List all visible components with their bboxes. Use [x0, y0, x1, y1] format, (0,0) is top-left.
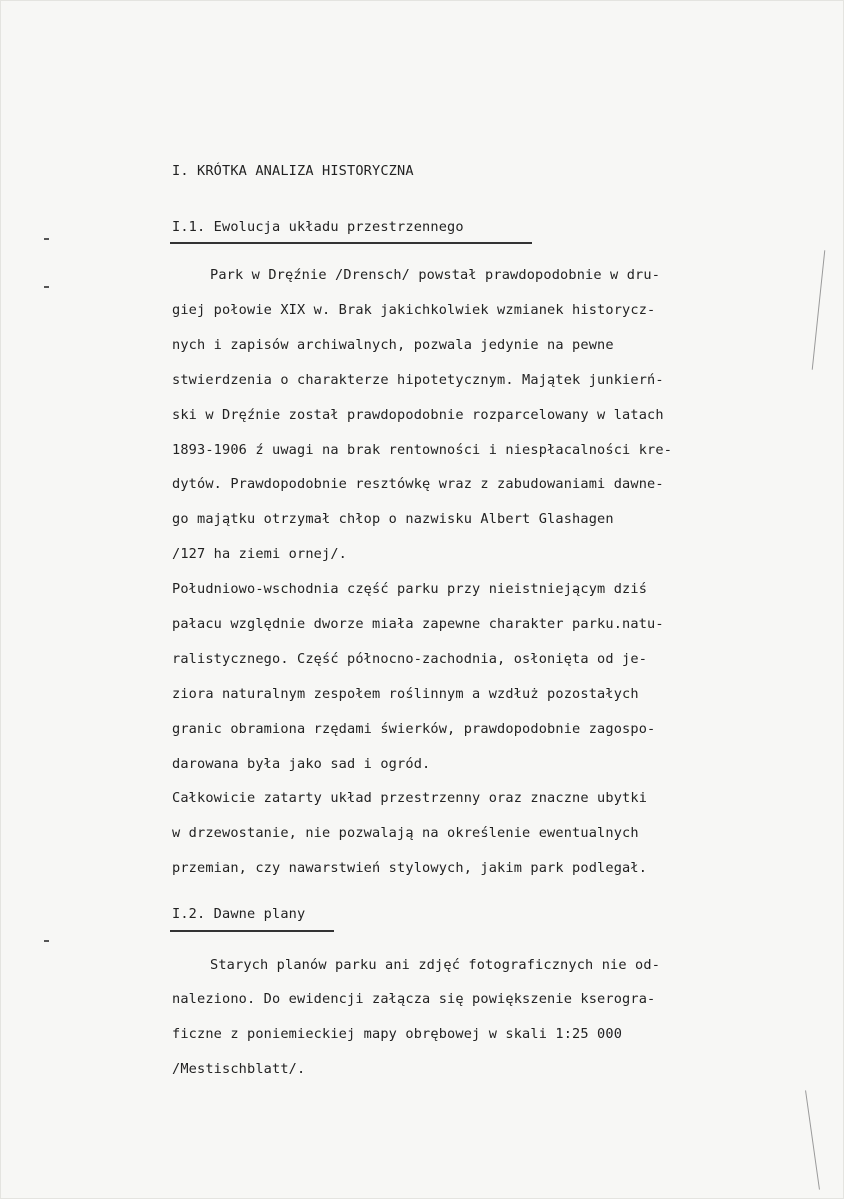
- text-line: /Mestischblatt/.: [172, 1061, 306, 1077]
- text-line: nych i zapisów archiwalnych, pozwala jedynie na pewne: [172, 337, 614, 353]
- text-line: 1893-1906 ź uwagi na brak rentowności i niespłacalności kre-: [172, 442, 673, 458]
- text-line: przemian, czy nawarstwień stylowych, jakim park podlegał.: [172, 860, 648, 876]
- section-title: I.2. Dawne plany: [172, 906, 306, 922]
- text-line: pałacu względnie dworze miała zapewne charakter parku.natu-: [172, 616, 664, 632]
- section-title: I.1. Ewolucja układu przestrzennego: [172, 219, 464, 235]
- text-line: w drzewostanie, nie pozwalają na określenie ewentualnych: [172, 825, 639, 841]
- margin-mark: [44, 238, 49, 240]
- text-line: stwierdzenia o charakterze hipotetycznym. Majątek junkierń-: [172, 372, 664, 388]
- paper-edge-line: [812, 250, 826, 369]
- text-line: ficzne z poniemieckiej mapy obrębowej w skali 1:25 000: [172, 1026, 623, 1042]
- text-line: granic obramiona rzędami świerków, prawdopodobnie zagospo-: [172, 721, 656, 737]
- chapter-heading: I. KRÓTKA ANALIZA HISTORYCZNA: [172, 163, 414, 179]
- paper-edge-line: [805, 1090, 820, 1189]
- text-line: darowana była jako sad i ogród.: [172, 756, 431, 772]
- text-line: ralistycznego. Część północno-zachodnia, osłonięta od je-: [172, 651, 648, 667]
- section-title-underline: [170, 930, 334, 932]
- text-line: ziora naturalnym zespołem roślinnym a wzdłuż pozostałych: [172, 686, 639, 702]
- text-line: ski w Dręźnie został prawdopodobnie rozparcelowany w latach: [172, 407, 664, 423]
- section-title-underline: [170, 242, 532, 244]
- text-line: /127 ha ziemi ornej/.: [172, 546, 348, 562]
- text-line: Południowo-wschodnia część parku przy nieistniejącym dziś: [172, 581, 648, 597]
- text-line: Park w Dręźnie /Drensch/ powstał prawdopodobnie w dru-: [210, 267, 661, 283]
- text-line: Starych planów parku ani zdjęć fotograficznych nie od-: [210, 957, 661, 973]
- text-line: go majątku otrzymał chłop o nazwisku Albert Glashagen: [172, 511, 614, 527]
- margin-mark: [44, 940, 49, 942]
- text-line: giej połowie XIX w. Brak jakichkolwiek wzmianek historycz-: [172, 302, 656, 318]
- margin-mark: [44, 286, 49, 288]
- text-line: Całkowicie zatarty układ przestrzenny oraz znaczne ubytki: [172, 790, 648, 806]
- text-line: naleziono. Do ewidencji załącza się powiększenie kserogra-: [172, 991, 656, 1007]
- text-line: dytów. Prawdopodobnie resztówkę wraz z zabudowaniami dawne-: [172, 476, 664, 492]
